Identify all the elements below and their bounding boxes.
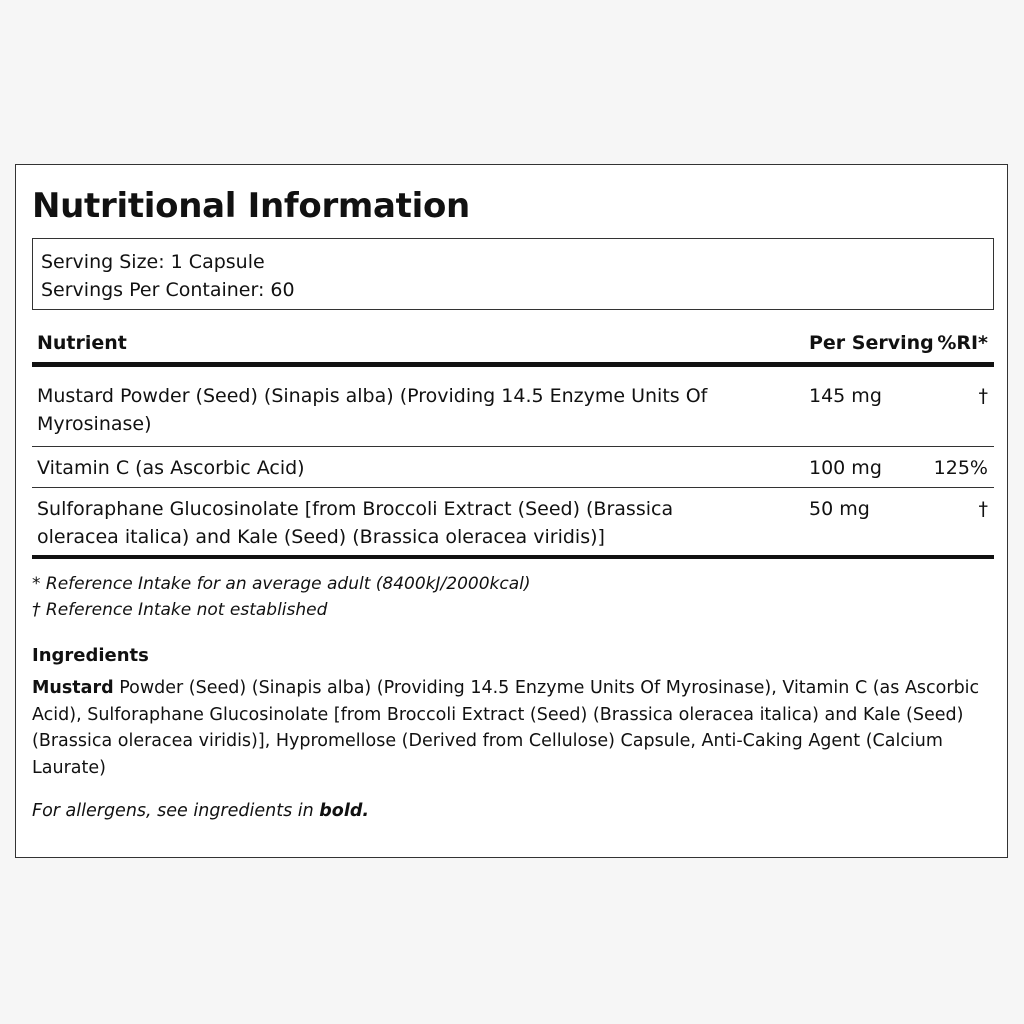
nutrient-table <box>32 328 994 559</box>
row-per-serving: 50 mg <box>809 498 870 520</box>
dagger-footnote: † Reference Intake not established <box>32 600 328 620</box>
row-ri: † <box>978 498 988 520</box>
header-nutrient: Nutrient <box>37 332 127 354</box>
servings-per-container: Servings Per Container: 60 <box>41 279 295 301</box>
footnotes <box>32 571 531 623</box>
allergen-note-text: For allergens, see ingredients in <box>32 801 320 821</box>
header-ri: %RI* <box>937 332 988 354</box>
allergen-note <box>32 798 369 824</box>
page-title: Nutritional Information <box>32 186 470 226</box>
ingredients-list: Powder (Seed) (Sinapis alba) (Providing 14.5 Enzyme Units Of Myrosinase), Vitamin C (as Ascorbic Acid), Sulforaphane Glucosinolate [from Broccoli Extract (Seed) (Brassica oleracea italica) and Kale (Seed) (Brassica oleracea viridis)], Hypromellose (Derived from Cellulose) Capsule, Anti-Caking Agent (Calcium Laurate) <box>32 678 980 778</box>
table-header-row <box>32 328 994 367</box>
allergen-bold-word: Mustard <box>32 678 114 698</box>
row-nutrient: Mustard Powder (Seed) (Sinapis alba) (Providing 14.5 Enzyme Units Of Myrosinase) <box>37 385 708 435</box>
header-per-serving: Per Serving <box>809 332 934 354</box>
serving-info-box <box>32 238 994 310</box>
row-nutrient: Vitamin C (as Ascorbic Acid) <box>37 457 305 479</box>
row-per-serving: 100 mg <box>809 457 882 479</box>
row-ri: † <box>978 385 988 407</box>
ri-footnote: * Reference Intake for an average adult (8400kJ/2000kcal) <box>32 574 531 594</box>
allergen-note-bold: bold. <box>319 801 370 821</box>
serving-size: Serving Size: 1 Capsule <box>41 251 265 273</box>
table-row <box>32 488 994 559</box>
ingredients-heading: Ingredients <box>32 645 149 666</box>
nutrition-panel <box>15 164 1008 858</box>
table-row <box>32 367 994 447</box>
ingredients-text <box>32 675 982 781</box>
row-nutrient: Sulforaphane Glucosinolate [from Broccoli Extract (Seed) (Brassica oleracea italica) and Kale (Seed) (Brassica oleracea viridis)] <box>37 498 674 548</box>
table-row <box>32 447 994 488</box>
row-per-serving: 145 mg <box>809 385 882 407</box>
row-ri: 125% <box>933 457 988 479</box>
